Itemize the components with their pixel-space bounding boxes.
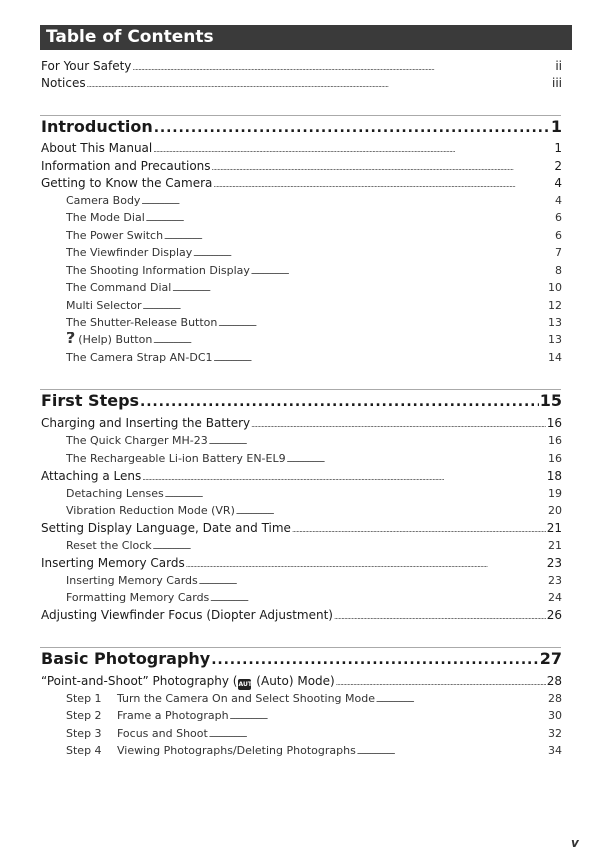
entry-page: iii bbox=[551, 76, 562, 90]
toc-subentry[interactable] bbox=[66, 281, 562, 296]
section-divider bbox=[40, 647, 561, 648]
help-icon: ? bbox=[66, 332, 76, 347]
step-title: Turn the Camera On and Select Shooting Mode bbox=[117, 692, 375, 705]
toc-subentry[interactable] bbox=[66, 692, 562, 707]
toc-subentry[interactable] bbox=[66, 539, 562, 554]
toc-entry[interactable] bbox=[41, 76, 562, 92]
entry-page: 6 bbox=[555, 229, 562, 242]
toc-entry[interactable] bbox=[41, 521, 562, 537]
section-divider bbox=[40, 115, 561, 116]
section-title: First Steps bbox=[41, 391, 140, 410]
entry-title: Setting Display Language, Date and Time bbox=[41, 521, 291, 535]
toc-entry[interactable] bbox=[41, 159, 562, 175]
section-heading-introduction[interactable] bbox=[41, 117, 562, 139]
auto-mode-camera-icon: AUTO bbox=[238, 681, 258, 688]
entry-page: 24 bbox=[548, 591, 562, 604]
entry-page: 16 bbox=[548, 452, 562, 465]
entry-title: Getting to Know the Camera bbox=[41, 176, 213, 190]
toc-subentry[interactable] bbox=[66, 332, 562, 347]
toc-subentry[interactable] bbox=[66, 316, 562, 331]
entry-title: Inserting Memory Cards bbox=[66, 574, 198, 587]
entry-title: (Help) Button bbox=[78, 333, 153, 346]
section-page: 15 bbox=[539, 391, 562, 410]
entry-title: Notices bbox=[41, 76, 86, 90]
entry-page: 7 bbox=[555, 246, 562, 259]
toc-subentry[interactable] bbox=[66, 574, 562, 589]
toc-entry[interactable] bbox=[41, 608, 562, 624]
toc-entry[interactable] bbox=[41, 416, 562, 432]
entry-title bbox=[66, 692, 375, 705]
toc-header: Table of Contents bbox=[40, 25, 572, 50]
toc-subentry[interactable] bbox=[66, 452, 562, 467]
entry-page: 12 bbox=[548, 299, 562, 312]
section-page: 1 bbox=[550, 117, 562, 136]
page-number: v bbox=[571, 836, 579, 850]
entry-page: 20 bbox=[548, 504, 562, 517]
toc-subentry[interactable] bbox=[66, 211, 562, 226]
toc-subentry[interactable] bbox=[66, 504, 562, 519]
toc-subentry[interactable] bbox=[66, 591, 562, 606]
section-title: Basic Photography bbox=[41, 649, 211, 668]
entry-page: 32 bbox=[548, 727, 562, 740]
entry-title: The Shutter-Release Button bbox=[66, 316, 218, 329]
toc-subentry[interactable] bbox=[66, 351, 562, 366]
entry-title: The Mode Dial bbox=[66, 211, 145, 224]
entry-title: The Command Dial bbox=[66, 281, 172, 294]
entry-title: Adjusting Viewfinder Focus (Diopter Adjustment) bbox=[41, 608, 333, 622]
entry-page: 28 bbox=[546, 674, 562, 688]
entry-title: Reset the Clock bbox=[66, 539, 152, 552]
entry-page: 14 bbox=[548, 351, 562, 364]
toc-entry[interactable] bbox=[41, 59, 562, 75]
entry-title: Vibration Reduction Mode (VR) bbox=[66, 504, 235, 517]
toc-subentry[interactable] bbox=[66, 744, 562, 759]
entry-page: 21 bbox=[548, 539, 562, 552]
toc-subentry[interactable] bbox=[66, 487, 562, 502]
section-heading-basic-photography[interactable] bbox=[41, 649, 562, 671]
step-number: Step 3 bbox=[66, 727, 102, 740]
entry-page: 19 bbox=[548, 487, 562, 500]
entry-title bbox=[66, 744, 356, 757]
toc-entry[interactable] bbox=[41, 469, 562, 485]
toc-subentry[interactable] bbox=[66, 434, 562, 449]
entry-title: About This Manual bbox=[41, 141, 153, 155]
toc-subentry[interactable] bbox=[66, 246, 562, 261]
step-number: Step 1 bbox=[66, 692, 102, 705]
entry-title: The Power Switch bbox=[66, 229, 164, 242]
entry-page: 6 bbox=[555, 211, 562, 224]
entry-page: 10 bbox=[548, 281, 562, 294]
section-heading-first-steps[interactable] bbox=[41, 391, 562, 413]
toc-subentry[interactable] bbox=[66, 264, 562, 279]
entry-title: Information and Precautions bbox=[41, 159, 211, 173]
entry-page: 13 bbox=[548, 333, 562, 346]
toc-subentry[interactable] bbox=[66, 709, 562, 724]
toc-entry[interactable] bbox=[41, 141, 562, 157]
entry-title: The Viewfinder Display bbox=[66, 246, 193, 259]
entry-page: 13 bbox=[548, 316, 562, 329]
toc-subentry[interactable] bbox=[66, 194, 562, 209]
section-page: 27 bbox=[539, 649, 562, 668]
entry-title: Formatting Memory Cards bbox=[66, 591, 210, 604]
entry-title-part: (Auto) Mode) bbox=[252, 674, 335, 688]
step-title: Focus and Shoot bbox=[117, 727, 208, 740]
entry-title: The Quick Charger MH-23 bbox=[66, 434, 208, 447]
step-number: Step 2 bbox=[66, 709, 102, 722]
entry-title: The Rechargeable Li-ion Battery EN-EL9 bbox=[66, 452, 286, 465]
entry-page: 16 bbox=[546, 416, 562, 430]
entry-title: The Shooting Information Display bbox=[66, 264, 250, 277]
entry-title bbox=[66, 727, 208, 740]
entry-page: 4 bbox=[554, 176, 562, 190]
entry-page: 23 bbox=[548, 574, 562, 587]
entry-title: Attaching a Lens bbox=[41, 469, 142, 483]
entry-title: Camera Body bbox=[66, 194, 141, 207]
entry-title bbox=[41, 674, 335, 690]
toc-entry[interactable] bbox=[41, 674, 562, 690]
toc-entry[interactable] bbox=[41, 556, 562, 572]
step-title: Viewing Photographs/Deleting Photographs bbox=[117, 744, 356, 757]
toc-subentry[interactable] bbox=[66, 299, 562, 314]
entry-page: 18 bbox=[546, 469, 562, 483]
entry-title: Inserting Memory Cards bbox=[41, 556, 185, 570]
toc-subentry[interactable] bbox=[66, 727, 562, 742]
section-divider bbox=[40, 389, 561, 390]
entry-page: 4 bbox=[555, 194, 562, 207]
entry-page: 34 bbox=[548, 744, 562, 757]
section-title: Introduction bbox=[41, 117, 153, 136]
entry-page: 16 bbox=[548, 434, 562, 447]
entry-title bbox=[66, 709, 229, 722]
toc-entry[interactable] bbox=[41, 176, 562, 192]
entry-page: 1 bbox=[554, 141, 562, 155]
entry-page: 21 bbox=[546, 521, 562, 535]
entry-page: 8 bbox=[555, 264, 562, 277]
entry-title: The Camera Strap AN-DC1 bbox=[66, 351, 213, 364]
entry-title: Charging and Inserting the Battery bbox=[41, 416, 251, 430]
toc-subentry[interactable] bbox=[66, 229, 562, 244]
entry-page: 23 bbox=[546, 556, 562, 570]
entry-title: Detaching Lenses bbox=[66, 487, 164, 500]
entry-page: 30 bbox=[548, 709, 562, 722]
help-entry-title-wrap bbox=[66, 332, 152, 346]
entry-page: 28 bbox=[548, 692, 562, 705]
entry-page: ii bbox=[555, 59, 562, 73]
entry-page: 2 bbox=[554, 159, 562, 173]
step-title: Frame a Photograph bbox=[117, 709, 229, 722]
step-number: Step 4 bbox=[66, 744, 102, 757]
entry-title: For Your Safety bbox=[41, 59, 132, 73]
entry-title-part: “Point-and-Shoot” Photography ( bbox=[41, 674, 238, 688]
entry-title: Multi Selector bbox=[66, 299, 142, 312]
entry-page: 26 bbox=[546, 608, 562, 622]
